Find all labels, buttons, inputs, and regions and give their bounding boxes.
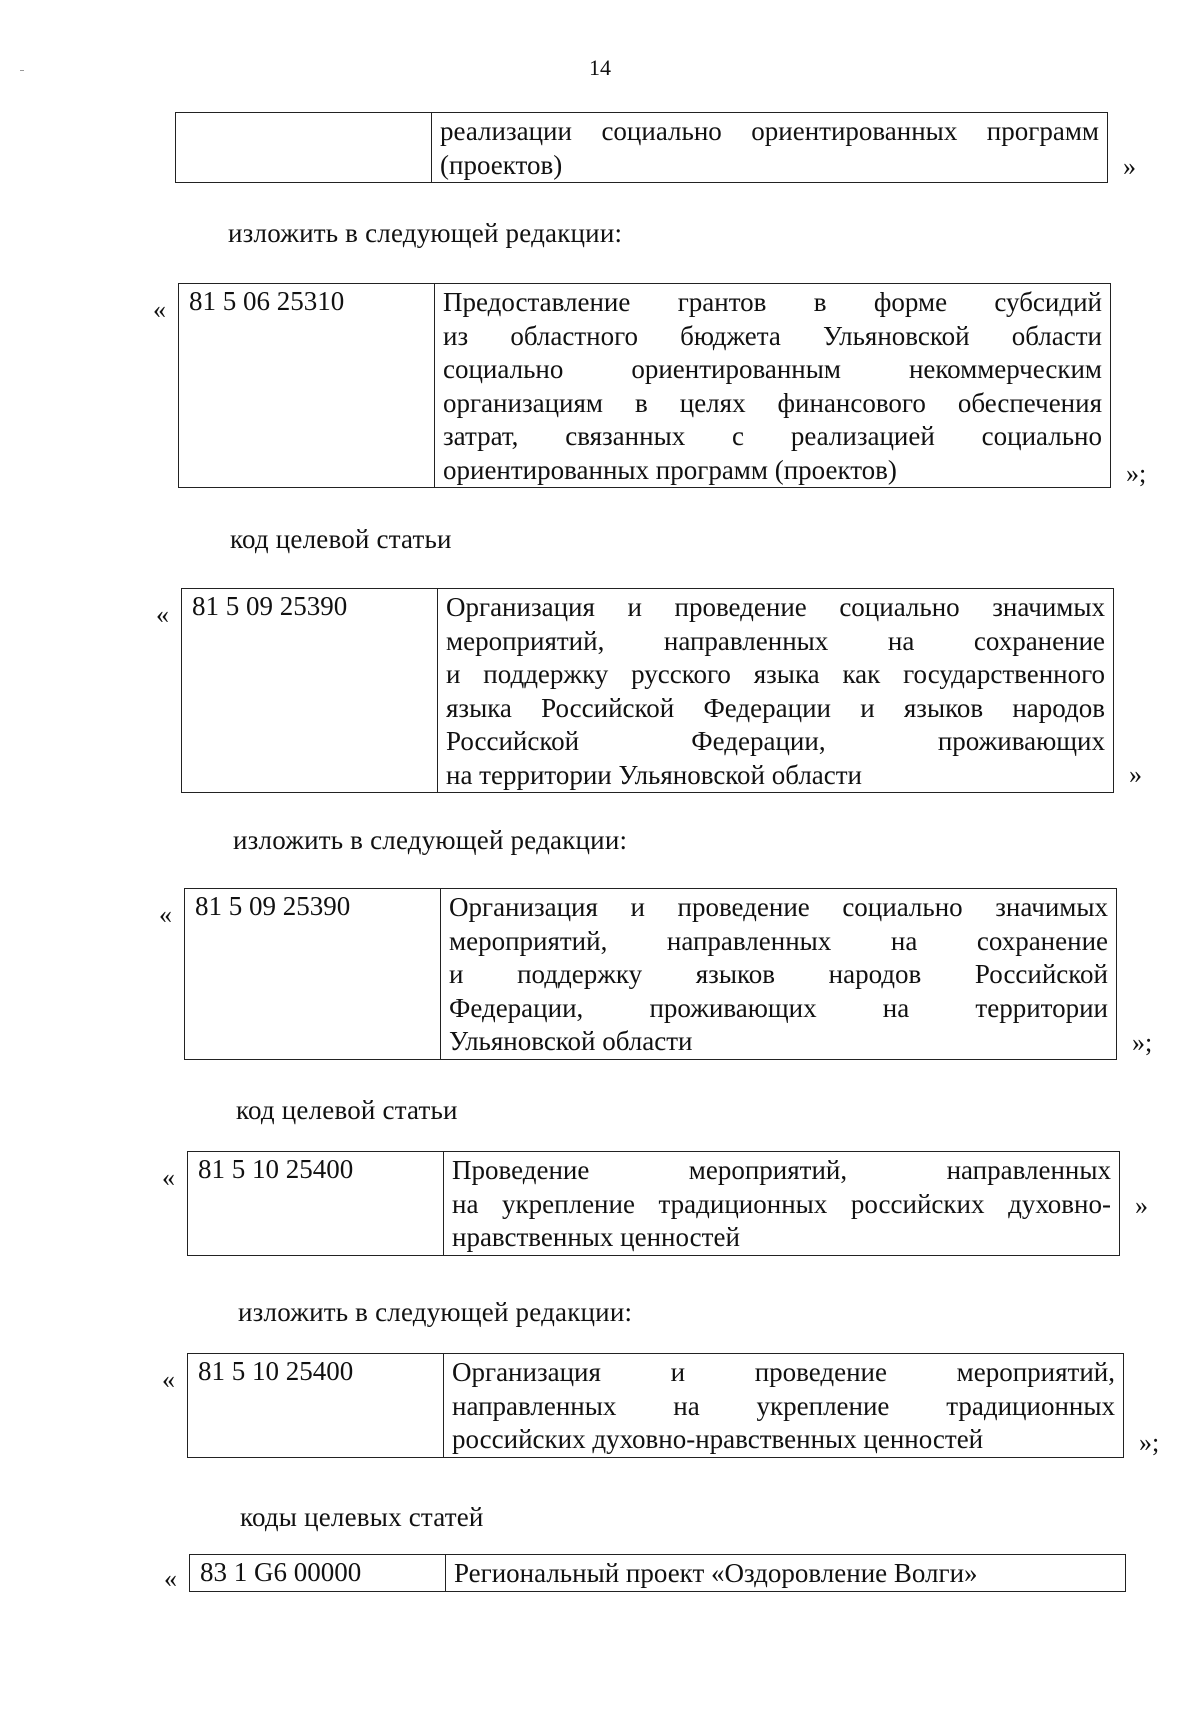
article-code: 81 5 06 25310 [179,284,435,488]
target-article-table [187,1151,1120,1256]
opening-quote: « [164,1564,177,1593]
article-description [435,284,1111,488]
target-article-table [187,1353,1124,1458]
description-line: социально ориентированным некоммерческим [443,354,1102,384]
target-article-table [189,1554,1126,1592]
page-number: 14 [589,55,611,80]
article-description [432,113,1108,183]
description-line: Организация и проведение социально значимых [449,892,1108,922]
description-line: из областного бюджета Ульяновской области [443,320,1102,351]
description-line: на укрепление традиционных российских духовно- [452,1188,1111,1219]
closing-quote: »; [1139,1428,1160,1457]
instruction-paragraph: изложить в следующей редакции: [233,825,628,855]
description-line: нравственных ценностей [452,1222,740,1252]
description-line: Проведение мероприятий, направленных [452,1155,1111,1185]
description-line: Ульяновской области [449,1026,693,1056]
opening-quote: « [162,1365,175,1394]
description-line: направленных на укрепление традиционных [452,1390,1115,1421]
article-description [444,1354,1124,1458]
description-line: реализации социально ориентированных программ [440,116,1099,146]
description-line: мероприятий, направленных на сохранение [446,625,1105,656]
description-line: Федерации, проживающих на территории [449,992,1108,1023]
instruction-paragraph: изложить в следующей редакции: [238,1297,633,1327]
description-line: организациям в целях финансового обеспечения [443,387,1102,418]
opening-quote: « [159,900,172,929]
description-line: языка Российской Федерации и языков народов [446,692,1105,723]
article-description [446,1555,1126,1592]
article-code [176,113,432,183]
closing-quote: » [1135,1191,1148,1220]
closing-quote: » [1123,152,1136,181]
description-line: и поддержку языков народов Российской [449,959,1108,989]
article-code: 81 5 10 25400 [188,1354,444,1458]
instruction-paragraph: код целевой статьи [236,1095,458,1125]
target-article-table [178,283,1111,488]
article-code: 81 5 09 25390 [182,589,438,793]
closing-quote: »; [1126,459,1147,488]
description-line: на территории Ульяновской области [446,759,863,790]
opening-quote: « [156,600,169,629]
opening-quote: « [153,295,166,324]
closing-quote: »; [1132,1028,1153,1057]
instruction-paragraph: коды целевых статей [240,1502,484,1532]
description-line: Организация и проведение мероприятий, [452,1357,1115,1387]
article-description [441,889,1117,1060]
article-code: 81 5 09 25390 [185,889,441,1060]
target-article-table [184,888,1117,1060]
description-line: мероприятий, направленных на сохранение [449,925,1108,956]
description-line: (проектов) [440,149,563,180]
description-line: российских духовно-нравственных ценностей [452,1424,984,1454]
description-line: Российской Федерации, проживающих [446,726,1105,756]
description-line: ориентированных программ (проектов) [443,454,897,485]
article-code: 83 1 G6 00000 [190,1555,446,1592]
instruction-paragraph: код целевой статьи [230,524,452,554]
description-line: Организация и проведение социально значимых [446,592,1105,622]
description-line: и поддержку русского языка как государственного [446,659,1105,689]
instruction-paragraph: изложить в следующей редакции: [228,218,623,248]
description-line: Предоставление грантов в форме субсидий [443,287,1102,317]
opening-quote: « [162,1163,175,1192]
closing-quote: » [1129,760,1142,789]
target-article-table [175,112,1108,183]
description-line: затрат, связанных с реализацией социально [443,421,1102,451]
article-code: 81 5 10 25400 [188,1152,444,1256]
article-description [438,589,1114,793]
description-line: Региональный проект «Оздоровление Волги» [454,1558,978,1588]
article-description [444,1152,1120,1256]
target-article-table [181,588,1114,793]
scan-mark [20,70,24,71]
